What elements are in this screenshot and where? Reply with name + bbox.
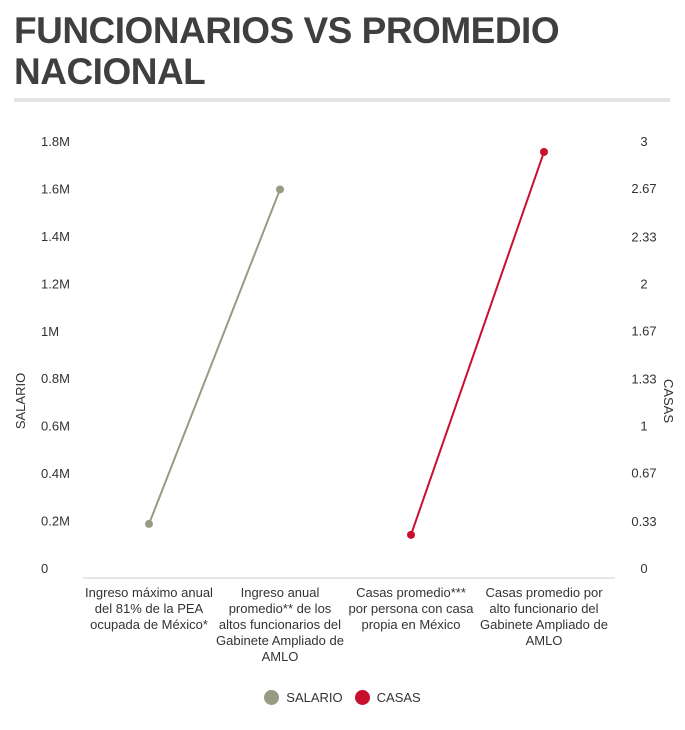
data-point-salario [276, 185, 284, 193]
legend-label: SALARIO [286, 690, 343, 705]
category-label: Ingreso anual promedio** de los altos funcionarios del Gabinete Ampliado de AMLO [216, 585, 344, 664]
left-tick-label: 0.4M [41, 466, 70, 482]
series-line-casas [411, 152, 544, 535]
right-tick-label: 1 [640, 418, 648, 434]
right-tick-label: 2 [640, 276, 648, 292]
left-tick-label: 1.4M [41, 228, 70, 244]
right-tick-label: 0.33 [631, 514, 657, 530]
left-tick-label: 0.2M [41, 513, 70, 529]
right-tick-label: 0.67 [631, 465, 657, 481]
left-tick-label: 0 [41, 561, 49, 576]
category-label: Casas promedio*** por persona con casa propia en México [348, 585, 474, 632]
left-tick-label: 1.8M [41, 134, 70, 149]
left-axis-title: SALARIO [13, 372, 28, 430]
left-tick-label: 0.6M [41, 418, 70, 434]
legend-item-salario [264, 690, 342, 705]
right-tick-label: 2.67 [631, 180, 657, 196]
left-tick-label: 1M [41, 323, 60, 339]
right-tick-label: 2.33 [631, 229, 657, 245]
right-tick-label: 1.67 [631, 323, 657, 339]
legend-dot-icon [355, 690, 370, 705]
right-tick-label: 3 [640, 134, 648, 149]
right-tick-label: 0 [640, 561, 648, 576]
data-point-casas [407, 531, 415, 539]
category-label: Ingreso máximo anual del 81% de la PEA ocupada de México* [85, 585, 213, 632]
category-label: Casas promedio por alto funcionario del Gabinete Ampliado de AMLO [480, 585, 608, 648]
right-tick-label: 1.33 [631, 371, 657, 387]
legend-label: CASAS [376, 690, 421, 705]
left-tick-label: 0.8M [41, 371, 70, 387]
chart-title: FUNCIONARIOS VS PROMEDIO NACIONAL [14, 10, 560, 92]
legend-item-casas [355, 690, 421, 705]
data-point-casas [540, 148, 548, 156]
legend-dot-icon [264, 690, 279, 705]
chart-legend [0, 690, 685, 705]
data-point-salario [145, 520, 153, 528]
right-axis-title: CASAS [661, 378, 676, 424]
series-line-salario [149, 189, 280, 523]
left-tick-label: 1.2M [41, 276, 70, 292]
left-tick-label: 1.6M [41, 181, 70, 197]
